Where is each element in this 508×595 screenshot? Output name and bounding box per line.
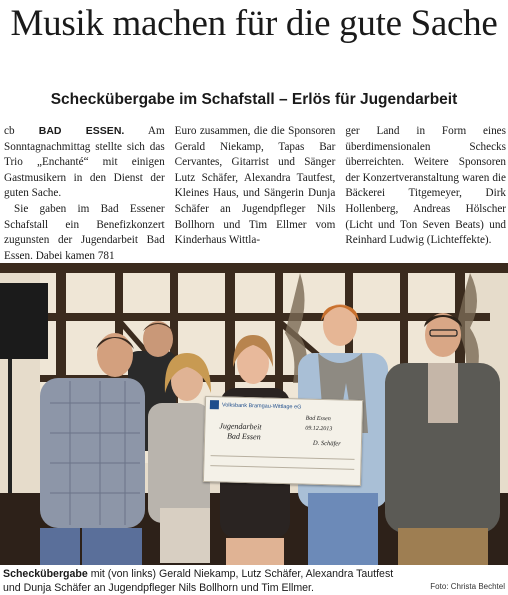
bank-logo-icon [210,400,219,409]
caption-lead: Scheckübergabe [3,568,88,580]
photo-caption [3,568,403,595]
article-paragraph [4,124,165,202]
check-payee-1: Jugendarbeit [219,421,262,432]
article-column-1 [4,124,165,260]
paragraph-text: Am Sonntagnachmittag stellte sich das Trio „Enchanté“ mit einigen Gastmusikern in den Dienst der guten Sache. [4,125,165,200]
article-photo [0,263,508,565]
check-payee-2: Bad Essen [226,431,261,442]
dateline-code: cb [4,125,15,137]
headline: Musik machen für die gute Sache [10,3,498,44]
subheadline: Scheckübergabe im Schafstall – Erlös für Jugendarbeit [50,91,458,108]
check-bank-name: Volksbank Bramgau-Wittlage eG [221,401,302,410]
check-place: Bad Essen [305,415,331,423]
caption-text: mit (von links) Gerald Niekamp, Lutz Schäfer, Alexandra Tautfest und Dunja Schäfer an Jugendpfleger Nils Bollhorn und Tim Ellmer. [3,568,394,594]
giant-check [203,396,363,486]
article-paragraph: ger Land in Form eines überdimensionalen Schecks überreichten. Weitere Sponsoren der Konzertveranstaltung waren die Bäckerei Titgemeyer, Dirk Hollenberg, Andreas Hölscher (Licht und Ton Seven Beats) und Reinhard Ludwig (Lichteffekte). [345,125,507,247]
check-line [211,455,355,460]
article-column-2 [175,124,336,260]
article-column-3 [345,124,506,260]
check-signature: D. Schäfer [312,439,341,448]
article-paragraph: Sie gaben im Bad Essener Schafstall ein Benefizkonzert zugunsten der Jugendarbeit Bad Essen. Dabei kamen 781 [4,202,165,262]
check-line [210,465,354,470]
article-paragraph: Euro zusammen, die die Sponsoren Gerald Niekamp, Tapas Bar Cervantes, Gitarrist und Sänger Lutz Schäfer, Alexandra Tautfest, Kleines Haus, und Sängerin Dunja Schäfer an Jugendpfleger Nils Bollhorn und Tim Ellmer vom Kinderhaus Wittla- [174,125,336,247]
article-body [4,124,506,260]
photo-credit: Foto: Christa Bechtel [430,582,505,591]
dateline-place: BAD ESSEN. [38,125,125,137]
check-date: 09.12.2013 [305,425,333,433]
